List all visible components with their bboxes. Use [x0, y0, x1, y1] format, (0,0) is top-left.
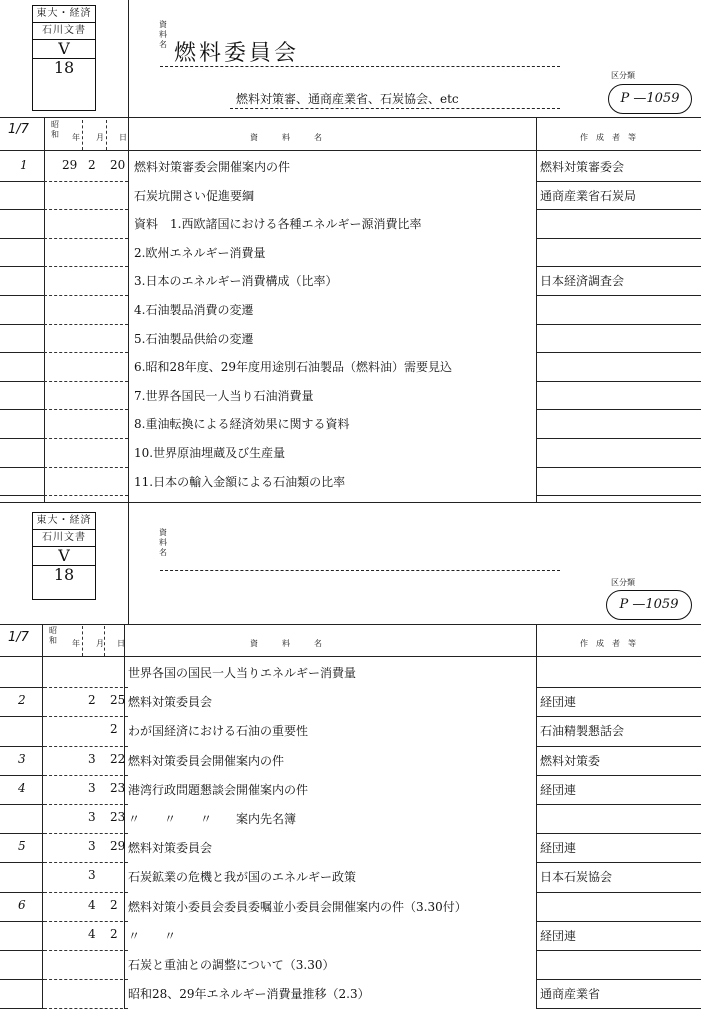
stamp-volume: V: [33, 40, 95, 59]
row-author: 石油精製懇話会: [540, 724, 625, 739]
row-divider-left: [0, 862, 44, 863]
row-author: 経団連: [540, 928, 577, 943]
stamp-org: 東大・経済: [33, 6, 95, 23]
row-divider-left: [0, 381, 44, 382]
row-divider-left: [0, 687, 44, 688]
row-divider-left: [0, 181, 44, 182]
header-day-2: 日: [117, 639, 125, 648]
row-divider-left: [0, 467, 44, 468]
kubun-label-2: 区分類: [611, 578, 635, 587]
row-month: 4: [88, 897, 96, 912]
row-month: 3: [88, 751, 96, 766]
header-day-1: 日: [119, 133, 127, 142]
row-divider-author: [536, 352, 701, 353]
row-title: 燃料対策委員会: [128, 695, 213, 710]
row-divider-author: [536, 746, 701, 747]
row-divider-date: [44, 209, 128, 210]
row-day: 20: [110, 158, 126, 172]
row-divider-left: [0, 266, 44, 267]
row-divider-left: [0, 921, 44, 922]
row-divider-left: [0, 716, 44, 717]
row-month: 3: [88, 868, 96, 883]
row-divider-date: [44, 352, 128, 353]
row-month: 3: [88, 810, 96, 824]
row-number: 4: [18, 780, 26, 795]
row-divider-date: [44, 495, 128, 496]
row-divider-author: [536, 862, 701, 863]
row-title: 昭和28、29年エネルギー消費量推移（2.3）: [128, 987, 370, 1002]
archive-stamp-2: [32, 512, 96, 600]
label-shiryo-mei: 資 料 名: [159, 20, 167, 49]
row-divider-left: [0, 352, 44, 353]
row-divider-date: [44, 409, 128, 410]
row-divider-author: [536, 324, 701, 325]
row-divider-author: [536, 266, 701, 267]
row-divider-date: [44, 804, 128, 805]
row-title: 7.世界各国民一人当り石油消費量: [134, 388, 314, 403]
header-month-2: 月: [96, 639, 104, 648]
row-divider-author: [536, 833, 701, 834]
stamp-collection: 石川文書: [33, 23, 95, 40]
row-divider-left: [0, 324, 44, 325]
row-title: 2.欧州エネルギー消費量: [134, 245, 266, 260]
row-divider-date: [44, 238, 128, 239]
header-title-1: 資 料 名: [250, 133, 322, 142]
row-divider-author: [536, 775, 701, 776]
row-day: 2: [110, 897, 118, 912]
row-divider-author: [536, 409, 701, 410]
row-title: 〃 〃 〃 案内先名簿: [128, 812, 297, 826]
header-showa-2: 昭 和: [49, 626, 57, 645]
header-title-2: 資 料 名: [250, 639, 322, 648]
row-divider-date: [44, 921, 128, 922]
row-divider-left: [0, 209, 44, 210]
row-author: 日本石炭協会: [540, 870, 613, 885]
row-author: 経団連: [540, 782, 577, 797]
row-divider-date: [44, 295, 128, 296]
row-divider-author: [536, 716, 701, 717]
row-title: 8.重油転換による経済効果に関する資料: [134, 417, 350, 432]
row-author: 日本経済調査会: [540, 274, 625, 289]
row-divider-date: [44, 746, 128, 747]
row-divider-author: [536, 209, 701, 210]
row-divider-author: [536, 804, 701, 805]
row-divider-date: [44, 892, 128, 893]
row-divider-date: [44, 266, 128, 267]
header-month-1: 月: [96, 133, 104, 142]
row-day: 29: [110, 839, 126, 854]
row-month: 2: [88, 693, 96, 708]
row-number: 5: [18, 839, 26, 854]
row-divider-date: [44, 950, 128, 951]
row-divider-date: [44, 687, 128, 688]
stamp-number: 18: [53, 565, 75, 584]
row-divider-author: [536, 238, 701, 239]
row-number: 6: [18, 897, 26, 912]
row-month: 2: [88, 158, 96, 172]
kubun-label: 区分類: [611, 71, 635, 80]
row-divider-date: [44, 979, 128, 980]
row-title: 〃 〃: [128, 928, 177, 943]
row-divider-author: [536, 495, 701, 496]
row-author: 通商産業省: [540, 987, 601, 1002]
row-divider-author: [536, 950, 701, 951]
row-divider-left: [0, 833, 44, 834]
row-author: 燃料対策委: [540, 753, 601, 768]
header-year-1: 年: [72, 133, 80, 142]
date-mark-2: 1/7: [8, 630, 29, 645]
row-month: 4: [88, 926, 96, 941]
row-divider-left: [0, 295, 44, 296]
stamp-number: 18: [53, 58, 75, 77]
row-title: 石炭と重油との調整について（3.30）: [128, 958, 335, 972]
row-number: 2: [18, 693, 26, 708]
row-title: 3.日本のエネルギー消費構成（比率）: [134, 274, 338, 289]
row-divider-date: [44, 833, 128, 834]
row-title: 燃料対策小委員会委員委嘱並小委員会開催案内の件（3.30付）: [128, 899, 467, 914]
row-divider-left: [0, 892, 44, 893]
row-divider-author: [536, 687, 701, 688]
row-divider-author: [536, 979, 701, 980]
date-mark-1: 1/7: [8, 122, 29, 137]
header-author-2: 作 成 者 等: [580, 639, 636, 648]
row-divider-author: [536, 438, 701, 439]
row-divider-author: [536, 921, 701, 922]
row-title: 資料 1.西欧諸国における各種エネルギー源消費比率: [134, 217, 422, 232]
row-title: 港湾行政問題懇談会開催案内の件: [128, 782, 309, 797]
row-title: 石炭坑開さい促進要綱: [134, 188, 255, 203]
header-author-1: 作 成 者 等: [580, 133, 636, 142]
row-divider-date: [44, 716, 128, 717]
row-divider-author: [536, 892, 701, 893]
row-divider-date: [44, 775, 128, 776]
row-title: 燃料対策審委会開催案内の件: [134, 160, 291, 174]
row-title: 5.石油製品供給の変遷: [134, 331, 254, 346]
row-divider-left: [0, 438, 44, 439]
row-day: 25: [110, 693, 126, 708]
stamp-org: 東大・経済: [33, 513, 95, 530]
row-divider-author: [536, 467, 701, 468]
row-divider-author: [536, 295, 701, 296]
row-divider-date: [44, 181, 128, 182]
stamp-collection: 石川文書: [33, 530, 95, 547]
row-title: 6.昭和28年度、29年度用途別石油製品（燃料油）需要見込: [134, 360, 452, 375]
row-year: 29: [62, 158, 78, 172]
row-day: 23: [110, 780, 126, 795]
row-day: 2: [110, 926, 118, 941]
row-day: 23: [110, 810, 126, 824]
row-title: 11.日本の輸入金額による石油類の比率: [134, 474, 346, 489]
main-title: 燃料委員会: [174, 41, 300, 66]
row-divider-date: [44, 381, 128, 382]
row-author: 経団連: [540, 841, 577, 856]
header-showa-1: 昭 和: [51, 120, 59, 139]
row-title: わが国経済における石油の重要性: [128, 724, 309, 739]
row-title: 燃料対策委員会開催案内の件: [128, 753, 285, 768]
row-number: 1: [20, 158, 28, 172]
row-title: 世界各国の国民一人当りエネルギー消費量: [128, 666, 357, 680]
row-number: 3: [18, 751, 26, 766]
row-author: 経団連: [540, 695, 577, 710]
row-divider-author: [536, 381, 701, 382]
row-divider-left: [0, 238, 44, 239]
row-day: 22: [110, 751, 126, 766]
row-author: 燃料対策審委会: [540, 160, 625, 174]
row-divider-left: [0, 775, 44, 776]
row-author: 通商産業省石炭局: [540, 188, 637, 203]
row-title: 10.世界原油埋蔵及び生産量: [134, 446, 286, 460]
row-divider-date: [44, 324, 128, 325]
stamp-volume: V: [33, 547, 95, 566]
row-divider-left: [0, 746, 44, 747]
row-divider-left: [0, 950, 44, 951]
row-month: 3: [88, 839, 96, 854]
row-title: 燃料対策委員会: [128, 841, 213, 856]
row-divider-left: [0, 804, 44, 805]
row-divider-date: [44, 467, 128, 468]
row-divider-left: [0, 495, 44, 496]
row-title: 4.石油製品消費の変遷: [134, 303, 254, 317]
subtitle: 燃料対策審、通商産業省、石炭協会、etc: [236, 92, 459, 106]
row-divider-author: [536, 181, 701, 182]
kubun-code: P —1059: [608, 84, 692, 114]
row-divider-date: [44, 862, 128, 863]
row-divider-date: [44, 438, 128, 439]
archive-stamp: [32, 5, 96, 111]
header-year-2: 年: [72, 639, 80, 648]
row-title: 石炭鉱業の危機と我が国のエネルギー政策: [128, 870, 357, 885]
row-divider-left: [0, 409, 44, 410]
row-month: 3: [88, 780, 96, 795]
kubun-code-2: P —1059: [606, 590, 692, 620]
row-divider-left: [0, 979, 44, 980]
row-day: 2: [110, 722, 118, 737]
label-shiryo-mei-2: 資 料 名: [159, 528, 167, 557]
